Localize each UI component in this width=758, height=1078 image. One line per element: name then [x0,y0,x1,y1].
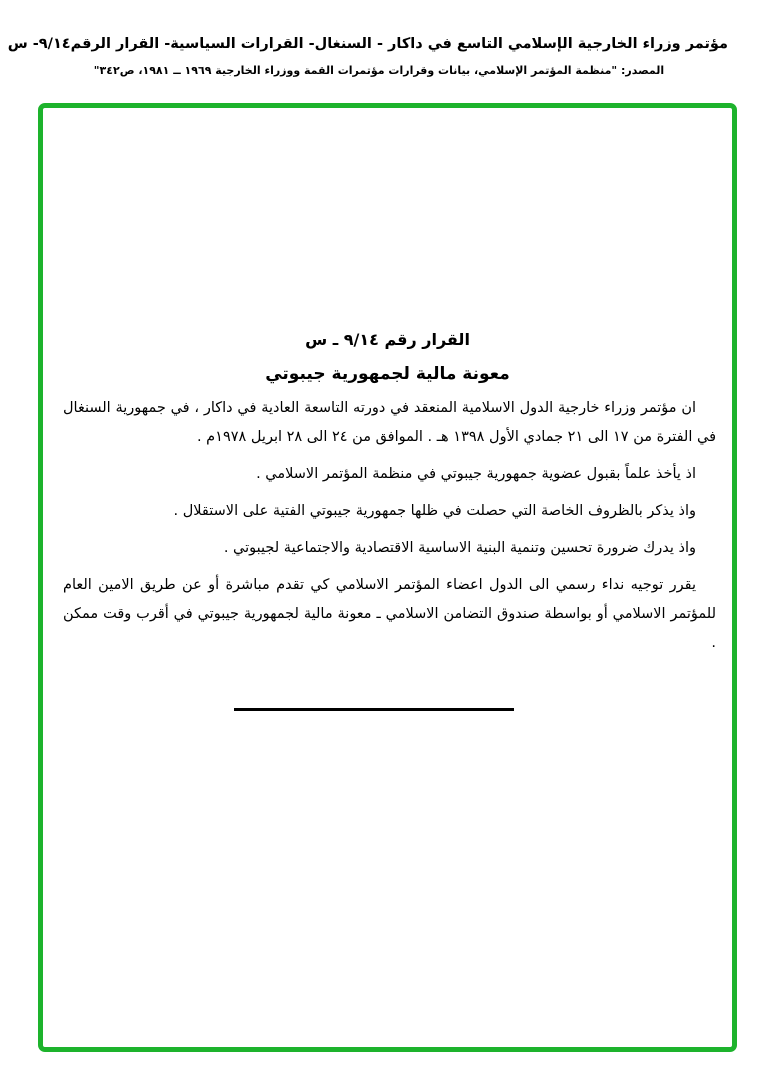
header-citation: مؤتمر وزراء الخارجية الإسلامي التاسع في داكار - السنغال- القرارات السياسية- القرار الرقم٩/١٤- س [7,36,728,52]
green-frame [38,103,737,1052]
paragraph-special-circumstances: واذ يذكر بالظروف الخاصة التي حصلت في ظلها جمهورية جيبوتي الفتية على الاستقلال . [173,503,696,519]
paragraph-preamble: ان مؤتمر وزراء خارجية الدول الاسلامية المنعقد في دورته التاسعة العادية في داكار ، في جمهورية السنغال في الفترة من ١٧ الى ٢١ جمادي الأول ١٣٩٨ هـ . الموافق من ٢٤ الى ٢٨ ابريل ١٩٧٨م . [63,400,716,445]
paragraph-development-need: واذ يدرك ضرورة تحسين وتنمية البنية الاساسية الاقتصادية والاجتماعية لجيبوتي . [223,540,696,556]
paragraph-decision: يقرر توجيه نداء رسمي الى الدول اعضاء المؤتمر الاسلامي كي تقدم مباشرة أو عن طريق الامين العام للمؤتمر الاسلامي أو بواسطة صندوق التضامن الاسلامي ـ معونة مالية لجمهورية جيبوتي في أقرب وقت ممكن . [63,577,716,651]
paragraph-membership-note: اذ يأخذ علماً بقبول عضوية جمهورية جيبوتي في منظمة المؤتمر الاسلامي . [256,466,696,482]
resolution-body [43,394,732,658]
closing-divider [234,708,514,711]
resolution-number-title: القرار رقم ٩/١٤ ـ س [305,330,470,349]
header-source: المصدر: "منظمة المؤتمر الإسلامي، بيانات وقرارات مؤتمرات القمة ووزراء الخارجية ١٩٦٩ ــ ١٩٨١، ص٣٤٢" [93,64,665,77]
resolution-subject-title: معونة مالية لجمهورية جيبوتي [265,364,510,384]
